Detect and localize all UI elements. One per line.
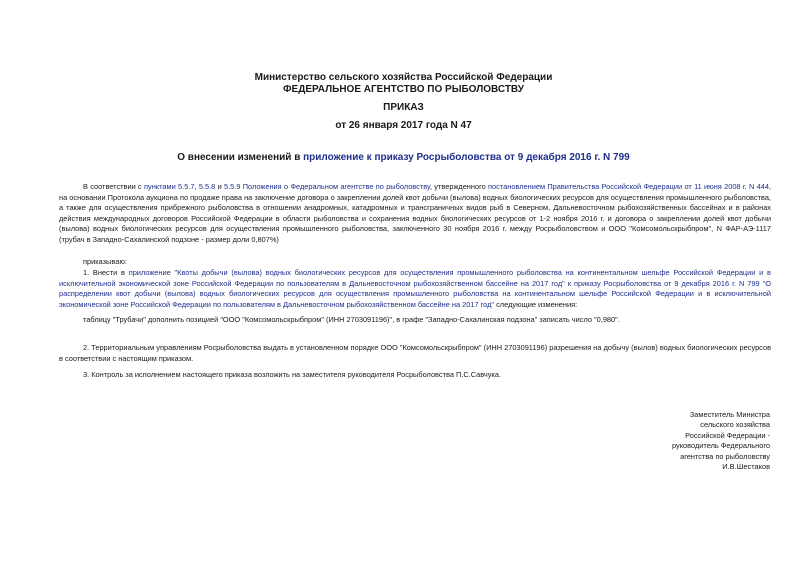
item-2-paragraph: 2. Территориальным управлениям Росрыболовства выдать в установленном порядке ООО "Комсомольскрыбпром" (ИНН 2703091196) разрешения на добычу (вылов) водных биологических ресурсов в соответствии с настоящим приказом. — [59, 343, 771, 363]
link-point-5-5-8[interactable]: 5.5.8 — [198, 182, 216, 191]
preamble-text-1: В соответствии с — [83, 182, 145, 191]
preamble-text-2: , — [194, 182, 199, 191]
item-1-paragraph — [59, 268, 771, 310]
document-title — [0, 152, 807, 163]
title-link[interactable]: приложение к приказу Росрыболовства от 9 декабря 2016 г. N 799 — [303, 152, 630, 163]
link-appendix-quotas[interactable]: приложение "Квоты добычи (вылова) водных биологических ресурсов для осуществления промышленного рыболовства на континентальном шельфе Российской Федерации и в исключительной экономической зоне Российской Федерации по пользователям в Дальневосточном рыбохозяйственном бассейне на 2017 год" к приказу Росрыболовства от 9 декабря 2016 г. N 799 "О распределении квот добычи (вылова) водных биологических ресурсов для осуществления промышленного рыболовства на континентальном шельфе Российской Федерации и в исключительной экономической зоне Российской Федерации по пользователям в Дальневосточном рыбохозяйственном бассейне на 2017 год" — [59, 268, 771, 309]
signature-block — [630, 410, 770, 472]
signature-line: руководитель Федерального — [672, 441, 770, 451]
item-1-text-1: 1. Внести в — [83, 268, 129, 277]
signature-line: сельского хозяйства — [700, 420, 770, 430]
preamble-paragraph — [59, 182, 771, 246]
preamble-text-4: , утвержденного — [429, 182, 489, 191]
agency-heading: ФЕДЕРАЛЬНОЕ АГЕНТСТВО ПО РЫБОЛОВСТВУ — [283, 84, 524, 95]
signature-line: Заместитель Министра — [689, 410, 770, 419]
signatory-name: И.В.Шестаков — [722, 462, 770, 472]
link-regulation[interactable]: 5.5.9 Положения о Федеральном агентстве по рыболовству — [224, 182, 430, 191]
preamble-text-3: и — [215, 182, 224, 191]
item-3-paragraph: 3. Контроль за исполнением настоящего приказа возложить на заместителя руководителя Росрыболовства П.С.Савчука. — [83, 370, 501, 379]
order-word: приказываю: — [83, 257, 127, 266]
signature-line: агентства по рыболовству — [680, 451, 770, 461]
table-addition-paragraph: таблицу "Трубачи" дополнить позицией "ООО "Комсомольскрыбпром" (ИНН 2703091196)", в графе "Западно-Сахалинская подзона" записать число "0,980". — [83, 315, 620, 324]
link-government-decree[interactable]: постановлением Правительства Российской Федерации от 11 июня 2008 г. N 444 — [488, 182, 769, 191]
signature-line: Российской Федерации - — [685, 430, 770, 440]
preamble-text-5: , на основании Протокола аукциона по продаже права на заключение договора о закреплении долей квот добычи (вылова) водных биологических ресурсов для осуществления промышленного рыболовства, а также для осуществления прибрежного рыболовства в отношении анадромных, катадромных и трансграничных видов рыб в Северном, Дальневосточном рыбохозяйственных бассейнах и в районах действия международных договоров Российской Федерации в области рыболовства и сохранения водных биологических ресурсов от 1-2 ноября 2016 г. и договора о закреплении долей квот добычи (вылова) водных биологических ресурсов для осуществления промышленного рыболовства, заключенного 30 ноября 2016 г. между Росрыболовством и ООО "Комсомольскрыбпром", N ФАР-АЭ-1117 (трубач в Западно-Сахалинской подзоне - размер доли 0,807%) — [59, 182, 772, 244]
document-date-number: от 26 января 2017 года N 47 — [335, 120, 472, 131]
ministry-heading: Министерство сельского хозяйства Российской Федерации — [254, 72, 553, 83]
link-point-5-5-7[interactable]: пунктами 5.5.7 — [144, 182, 195, 191]
document-type: ПРИКАЗ — [383, 102, 424, 113]
item-1-text-2: следующие изменения: — [494, 299, 578, 309]
title-prefix: О внесении изменений в — [177, 152, 304, 163]
